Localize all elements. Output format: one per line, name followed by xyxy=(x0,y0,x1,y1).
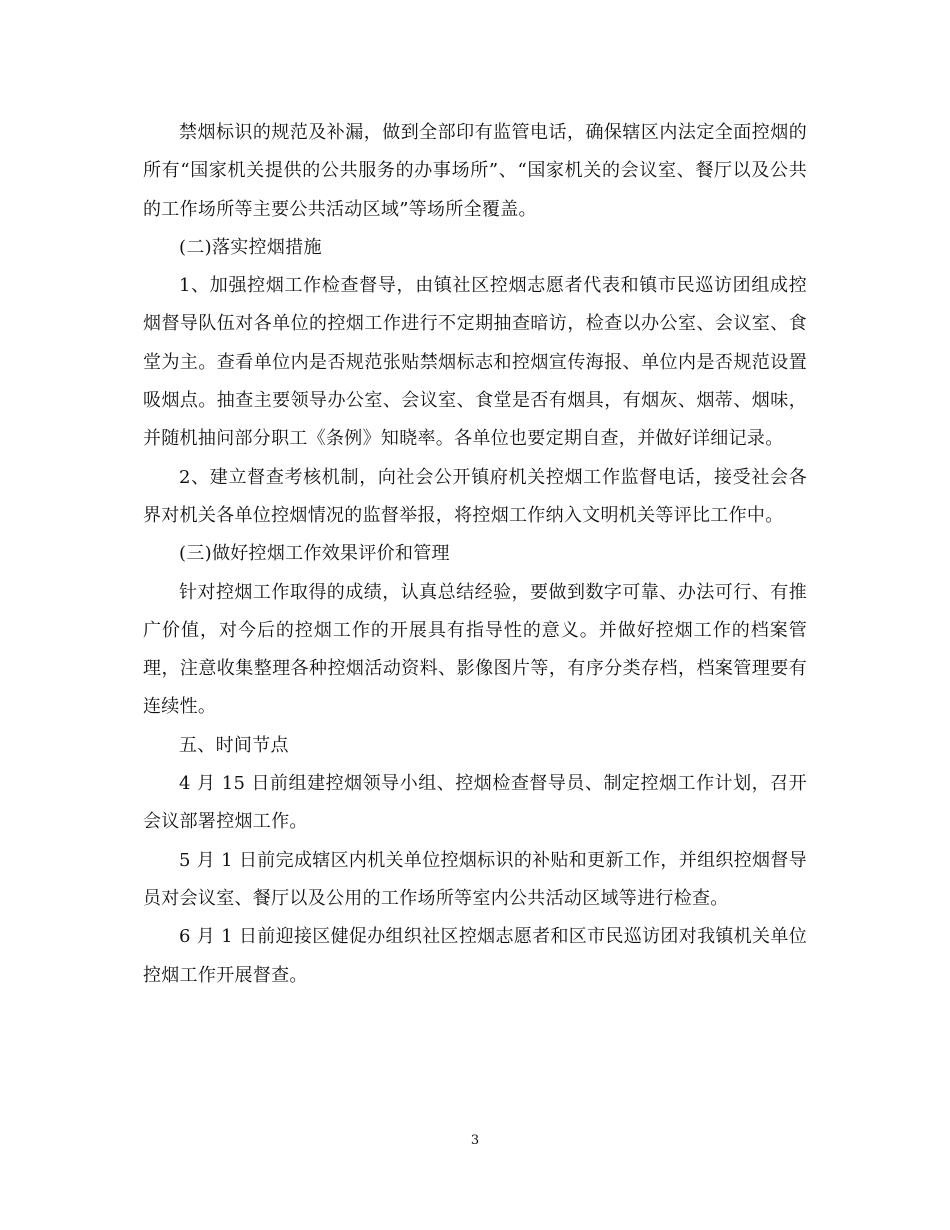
paragraph-timeline-april: 4 月 15 日前组建控烟领导小组、控烟检查督导员、制定控烟工作计划，召开会议部署控烟工作。 xyxy=(143,773,807,833)
section-heading-implement-measures: (二)落实控烟措施 xyxy=(179,236,322,258)
section-heading-timeline: 五、时间节点 xyxy=(179,734,289,756)
paragraph-evaluation-archives: 针对控烟工作取得的成绩，认真总结经验，要做到数字可靠、办法可行、有推广价值，对今后的控烟工作的开展具有指导性的意义。并做好控烟工作的档案管理，注意收集整理各种控烟活动资料、影像图片等，有序分类存档，档案管理要有连续性。 xyxy=(143,581,807,718)
paragraph-assessment-mechanism: 2、建立督查考核机制，向社会公开镇府机关控烟工作监督电话，接受社会各界对机关各单位控烟情况的监督举报，将控烟工作纳入文明机关等评比工作中。 xyxy=(143,466,807,526)
page-number: 3 xyxy=(470,1133,480,1148)
paragraph-signage-coverage: 禁烟标识的规范及补漏，做到全部印有监管电话，确保辖区内法定全面控烟的所有“国家机关提供的公共服务的办事场所”、“国家机关的会议室、餐厅以及公共的工作场所等主要公共活动区域”等场所全覆盖。 xyxy=(143,122,807,220)
paragraph-timeline-may: 5 月 1 日前完成辖区内机关单位控烟标识的补贴和更新工作，并组织控烟督导员对会议室、餐厅以及公用的工作场所等室内公共活动区域等进行检查。 xyxy=(143,849,807,909)
section-heading-evaluation-management: (三)做好控烟工作效果评价和管理 xyxy=(179,543,450,565)
document-body xyxy=(143,114,807,995)
paragraph-inspection-supervision: 1、加强控烟工作检查督导，由镇社区控烟志愿者代表和镇市民巡访团组成控烟督导队伍对各单位的控烟工作进行不定期抽查暗访，检查以办公室、会议室、食堂为主。查看单位内是否规范张贴禁烟标志和控烟宣传海报、单位内是否规范设置吸烟点。抽查主要领导办公室、会议室、食堂是否有烟具，有烟灰、烟蒂、烟味，并随机抽问部分职工《条例》知晓率。各单位也要定期自查，并做好详细记录。 xyxy=(143,275,807,450)
paragraph-timeline-june: 6 月 1 日前迎接区健促办组织社区控烟志愿者和区市民巡访团对我镇机关单位控烟工作开展督查。 xyxy=(143,926,807,986)
